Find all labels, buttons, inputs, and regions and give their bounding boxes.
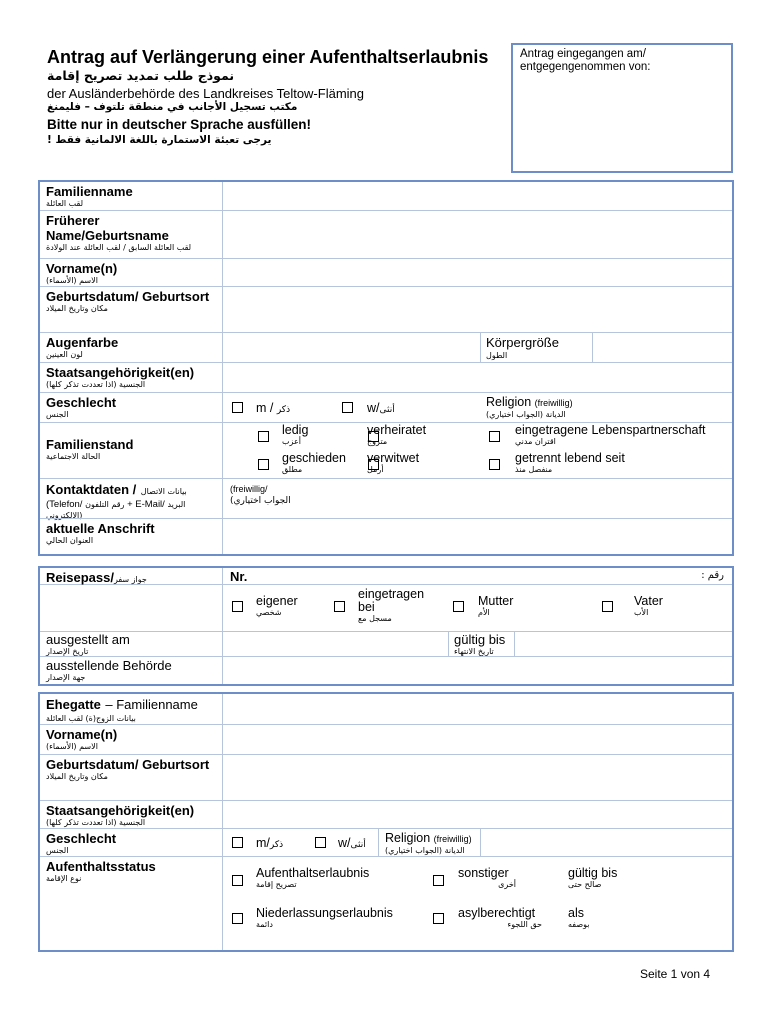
label: aktuelle Anschrift <box>46 521 155 536</box>
als-label: als <box>568 906 584 920</box>
checkbox-eigener[interactable] <box>232 601 243 612</box>
form-title: Antrag auf Verlängerung einer Aufenthaltserlaubnis <box>47 47 489 67</box>
option-eingetragen: eingetragen bei <box>358 587 425 614</box>
freiwillig-note: (freiwillig/ <box>230 484 268 494</box>
checkbox-mutter[interactable] <box>453 601 464 612</box>
checkbox-m[interactable] <box>232 837 243 848</box>
option-vater: Vater <box>634 594 663 608</box>
page-number: Seite 1 von 4 <box>640 967 711 981</box>
checkbox-w[interactable] <box>315 837 326 848</box>
row-augenfarbe[interactable] <box>40 332 732 363</box>
gueltig-label-ar: تاريخ الانتهاء <box>454 647 494 656</box>
koerpergroesse-label-ar: الطول <box>486 351 508 360</box>
option-m-ar: ذكر <box>269 840 284 850</box>
als-label-ar: بوصفه <box>568 920 590 929</box>
checkbox-geschieden[interactable] <box>258 459 269 470</box>
passport-nr-label-ar: رقم : <box>701 570 724 581</box>
label-ar: الجنسية (اذا تعددت تذكر كلها) <box>46 818 146 827</box>
religion-optional: (freiwillig) <box>534 398 573 408</box>
checkbox-w[interactable] <box>342 402 353 413</box>
option-verheiratet-ar: متزوج <box>367 437 388 446</box>
receipt-stamp-label: Antrag eingegangen am/ entgegengenommen von: <box>520 48 651 73</box>
gueltig-label: gültig bis <box>454 632 506 647</box>
label: Geburtsdatum/ Geburtsort <box>46 757 210 772</box>
option-ledig: ledig <box>282 423 309 437</box>
label: ausstellende Behörde <box>46 658 172 673</box>
instruction-arabic: يرجى تعبئة الاستمارة باللغة الالمانية فقط ! <box>47 134 272 146</box>
option-lebenspartnerschaft: eingetragene Lebenspartnerschaft <box>515 423 706 437</box>
label: Kontaktdaten / <box>46 482 137 497</box>
checkbox-sonstiger[interactable] <box>433 875 444 886</box>
checkbox-getrennt[interactable] <box>489 459 500 470</box>
authority-line-arabic: مكتب تسجيل الأجانب في منطقة تلتوف – فليمنغ <box>47 101 298 113</box>
label-ar: تاريخ الإصدار <box>46 647 89 656</box>
label-ar: لون العينين <box>46 350 83 359</box>
row-ausgestellt[interactable] <box>40 631 732 657</box>
label: Familienname <box>46 184 133 199</box>
instruction: Bitte nur in deutscher Sprache ausfüllen! <box>47 117 312 132</box>
label-ar: الجنس <box>46 410 69 419</box>
gueltig-bis-label: gültig bis <box>568 866 618 880</box>
label-ar: جهة الإصدار <box>46 673 86 682</box>
row-behoerde[interactable] <box>40 656 732 687</box>
label-ar: جواز سفر <box>113 575 147 584</box>
option-getrennt-ar: منفصل منذ <box>515 465 553 474</box>
label-email: + E-Mail/ <box>127 499 165 510</box>
option-eigener-ar: شخصي <box>256 608 282 617</box>
label-ar: العنوان الحالي <box>46 536 94 545</box>
passport-nr-label: Nr. <box>230 569 248 584</box>
option-w-ar: أنثى <box>350 840 366 850</box>
religion-label: Religion <box>486 395 532 409</box>
option-niederlassungserlaubnis-ar: دائمة <box>256 920 273 929</box>
row-aufenthaltsstatus <box>40 856 732 953</box>
option-geschieden: geschieden <box>282 451 346 465</box>
option-vater-ar: الأب <box>634 608 649 617</box>
label: Staatsangehörigkeit(en) <box>46 803 195 818</box>
option-mutter: Mutter <box>478 594 514 608</box>
label: Augenfarbe <box>46 335 119 350</box>
label: Ehegatte <box>46 697 101 712</box>
label-ar: الجنس <box>46 846 69 855</box>
row-passport-owner <box>40 585 732 631</box>
option-verwitwet-ar: أرمل <box>367 465 384 474</box>
receipt-stamp-box <box>511 43 733 173</box>
option-eigener: eigener <box>256 594 298 608</box>
row-vorname[interactable] <box>40 724 732 755</box>
label: Geburtsdatum/ Geburtsort <box>46 289 210 304</box>
label-ar: نوع الإقامة <box>46 874 82 883</box>
checkbox-ledig[interactable] <box>258 431 269 442</box>
option-w: w/ <box>338 836 351 850</box>
option-geschieden-ar: مطلق <box>282 465 303 474</box>
religion-label: Religion <box>385 831 431 845</box>
option-w-ar: أنثى <box>379 405 395 415</box>
row-reisepass[interactable] <box>40 568 732 585</box>
row-kontaktdaten[interactable] <box>40 478 732 519</box>
label: Vorname(n) <box>46 727 118 742</box>
label-ar: مكان وتاريخ الميلاد <box>46 772 108 781</box>
option-eingetragen-ar: مسجل مع <box>358 614 392 623</box>
option-sonstiger-ar: أخرى <box>498 880 516 889</box>
option-w: w/ <box>367 401 380 415</box>
row-familienname[interactable] <box>40 182 732 210</box>
row-frueherer-name[interactable] <box>40 210 732 259</box>
option-ledig-ar: أعزب <box>282 437 301 446</box>
row-anschrift[interactable] <box>40 518 732 557</box>
label: Reisepass/ <box>46 570 114 585</box>
authority-line: der Ausländerbehörde des Landkreises Teltow-Fläming <box>47 86 365 101</box>
religion-label-ar: الديانة (الجواب اختياري) <box>385 846 465 855</box>
label-ar: الاسم (الأسماء) <box>46 742 98 751</box>
label-email-ar: البريد <box>167 500 186 509</box>
label: Geschlecht <box>46 831 117 846</box>
label-electronic-ar: (الالكتروني <box>46 511 83 520</box>
option-mutter-ar: الأم <box>478 608 490 617</box>
checkbox-vater[interactable] <box>602 601 613 612</box>
checkbox-m[interactable] <box>232 402 243 413</box>
label-ar: الاسم (الأسماء) <box>46 276 98 285</box>
checkbox-asylberechtigt[interactable] <box>433 913 444 924</box>
option-asylberechtigt-ar: حق اللجوء <box>507 920 542 929</box>
koerpergroesse-label: Körpergröße <box>486 335 559 350</box>
religion-label-ar: الديانة (الجواب اختياري) <box>486 410 566 419</box>
checkbox-aufenthaltserlaubnis[interactable] <box>232 875 243 886</box>
applicant-section <box>38 180 734 556</box>
option-m: m / <box>256 401 274 415</box>
label: Staatsangehörigkeit(en) <box>46 365 195 380</box>
option-lebenspartnerschaft-ar: اقتران مدني <box>515 437 556 446</box>
option-aufenthaltserlaubnis: Aufenthaltserlaubnis <box>256 866 370 880</box>
option-asylberechtigt: asylberechtigt <box>458 906 536 920</box>
label-suffix: – Familienname <box>105 697 198 712</box>
row-familienstand <box>40 422 732 479</box>
option-getrennt: getrennt lebend seit <box>515 451 625 465</box>
checkbox-lebenspartnerschaft[interactable] <box>489 431 500 442</box>
form-title-arabic: نموذج طلب تمديد تصريح إقامة <box>47 68 235 83</box>
option-niederlassungserlaubnis: Niederlassungserlaubnis <box>256 906 393 920</box>
spouse-section <box>38 692 734 952</box>
gueltig-bis-label-ar: صالح حتى <box>568 880 602 889</box>
freiwillig-note-ar: الجواب اختياري) <box>230 496 291 506</box>
label-phone-ar: رقم التلفون <box>85 500 125 509</box>
option-m: m/ <box>256 836 270 850</box>
label-ar: الجنسية (اذا تعددت تذكر كلها) <box>46 380 146 389</box>
checkbox-eingetragen[interactable] <box>334 601 345 612</box>
label-ar: الحالة الاجتماعية <box>46 452 101 461</box>
row-ehegatte[interactable] <box>40 694 732 724</box>
row-geschlecht <box>40 828 732 857</box>
label: ausgestellt am <box>46 632 130 647</box>
label-ar: مكان وتاريخ الميلاد <box>46 304 108 313</box>
option-m-ar: ذكر <box>276 405 291 415</box>
label: Familienstand <box>46 437 134 452</box>
label-ar: بيانات الاتصال <box>140 487 187 496</box>
row-geburt[interactable] <box>40 286 732 333</box>
checkbox-niederlassungserlaubnis[interactable] <box>232 913 243 924</box>
option-verwitwet: verwitwet <box>367 451 420 465</box>
religion-optional: (freiwillig) <box>433 834 472 844</box>
label-ar: لقب العائلة السابق / لقب العائلة عند الولادة <box>46 243 192 252</box>
option-aufenthaltserlaubnis-ar: تصريح إقامة <box>256 880 297 889</box>
label: Aufenthaltsstatus <box>46 859 156 874</box>
label: Geschlecht <box>46 395 117 410</box>
row-geburt[interactable] <box>40 754 732 801</box>
label: Früherer Name/Geburtsname <box>46 213 169 243</box>
row-staatsangehoerigkeit[interactable] <box>40 362 732 393</box>
row-vorname[interactable] <box>40 258 732 287</box>
label-ar: بيانات الزوج(ة) لقب العائلة <box>46 714 136 723</box>
label-phone: (Telefon/ <box>46 499 83 510</box>
row-geschlecht <box>40 392 732 423</box>
option-sonstiger: sonstiger <box>458 866 509 880</box>
label: Vorname(n) <box>46 261 118 276</box>
row-staatsangehoerigkeit[interactable] <box>40 800 732 829</box>
label-ar: لقب العائلة <box>46 199 84 208</box>
passport-section <box>38 566 734 686</box>
option-verheiratet: verheiratet <box>367 423 427 437</box>
